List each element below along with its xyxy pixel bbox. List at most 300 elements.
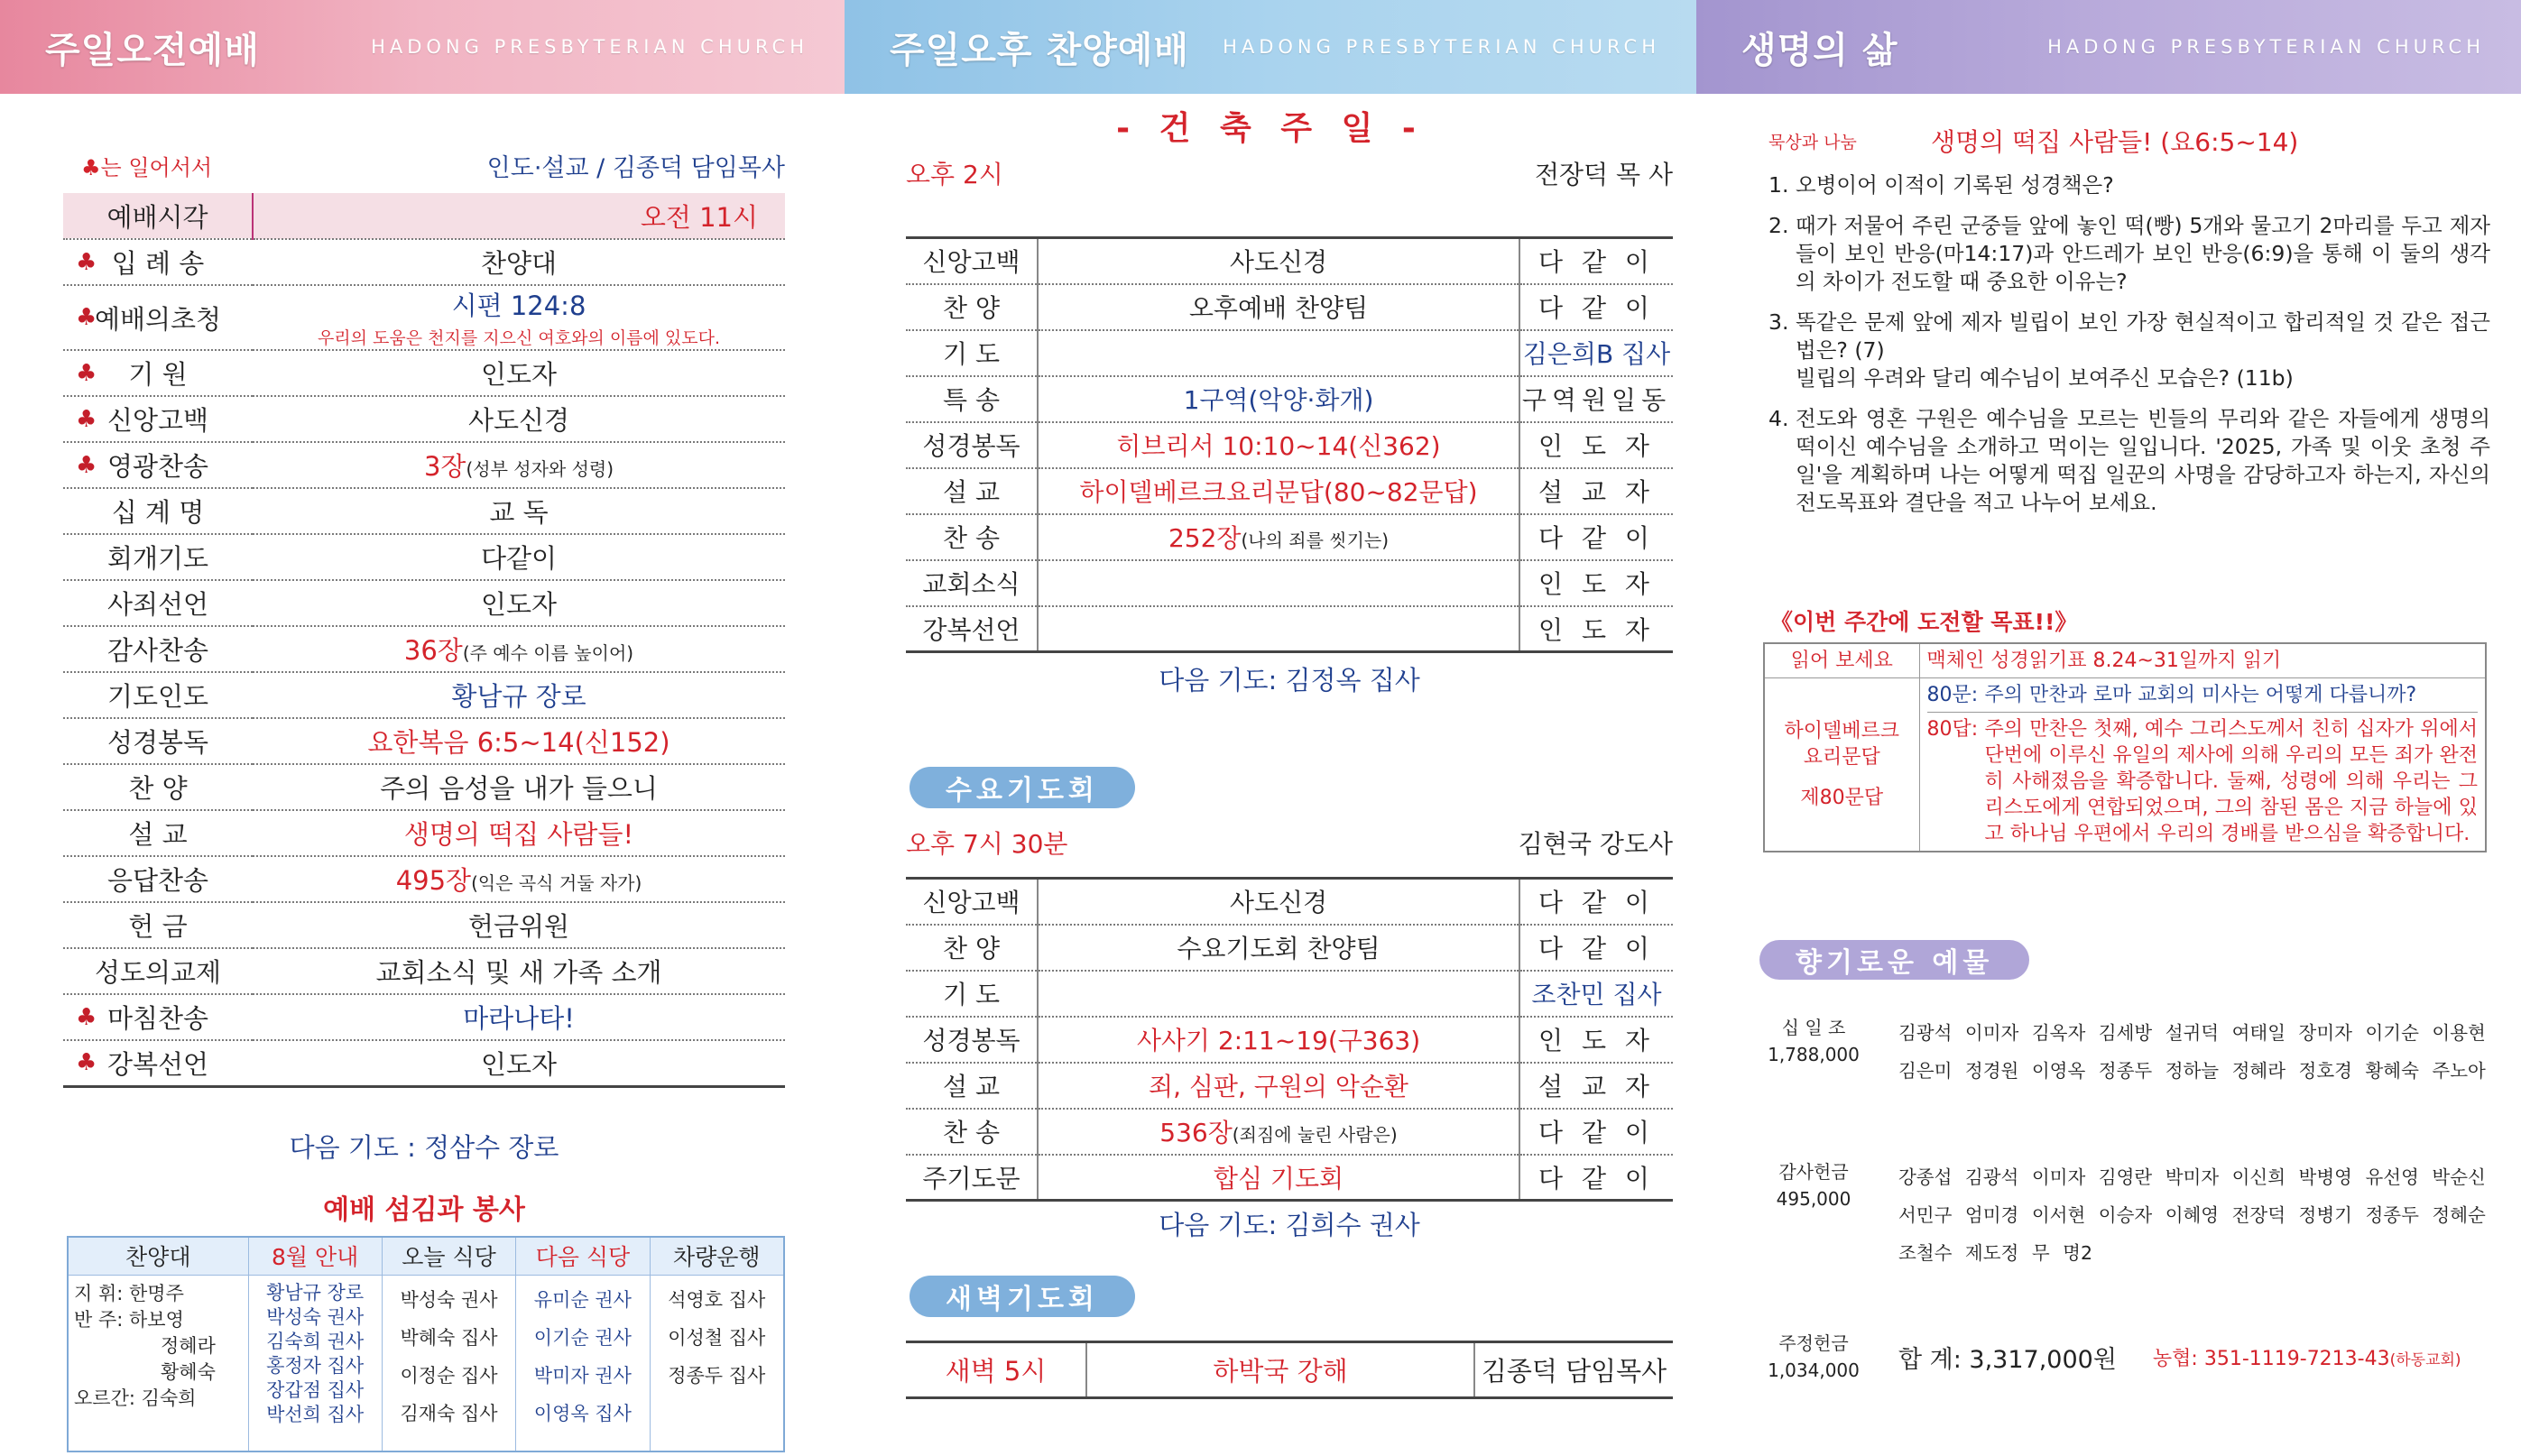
theme-title: - 건 축 주 일 - — [1116, 110, 1425, 147]
today-kitchen-cell — [382, 1275, 515, 1451]
thanks-names — [1868, 1158, 2499, 1272]
order-value-sub: (익은 곡식 거둘 자가) — [471, 872, 642, 894]
order-row — [63, 902, 785, 948]
order-value — [1038, 1109, 1519, 1155]
order-value-sub: (성부 성자와 성령) — [466, 458, 614, 480]
question-number: 2. — [1768, 213, 1789, 238]
next-prayer: 다음 기도 : 정삼수 장로 — [289, 1132, 559, 1163]
driver-item: 정종두 집사 — [668, 1364, 766, 1387]
order-value-text: 생명의 떡집 사람들! — [403, 819, 634, 850]
driving-cell — [650, 1275, 784, 1451]
order-value-text: 252장 — [1168, 523, 1242, 553]
guide-cell — [248, 1275, 382, 1451]
order-name — [63, 856, 253, 902]
order-value-sub: (나의 죄를 씻기는) — [1241, 530, 1390, 551]
order-value-text: 교회소식 및 새 가족 소개 — [375, 957, 662, 988]
order-value-text: 3장 — [423, 451, 466, 482]
dawn-time: 새벽 5시 — [906, 1342, 1086, 1398]
order-row — [906, 284, 1673, 330]
order-value — [253, 193, 785, 239]
order-value-text: 495장 — [395, 865, 472, 896]
next-kitchen-cell — [516, 1275, 650, 1451]
order-value — [1038, 879, 1519, 925]
morning-service-panel — [0, 0, 845, 1456]
order-name: 찬 송 — [906, 514, 1038, 560]
order-row — [63, 534, 785, 580]
order-row — [906, 971, 1673, 1017]
order-row — [63, 856, 785, 902]
order-row — [63, 672, 785, 718]
order-value — [1038, 560, 1519, 606]
thanks-label: 감사헌금 — [1778, 1161, 1849, 1183]
order-name — [63, 580, 253, 626]
a-text: 주의 만찬은 첫째, 예수 그리스도께서 친히 십자가 위에서 단번에 이루신 유일의 제사에 의해 우리의 모든 죄가 완전히 사해졌음을 확증합니다. 둘째, 성령에 의해 우리는 그리스도에게 연합되었으며, 그의 참된 몸은 지금 하늘에 있고 하나님 우편에서 우리의 경배를 받으심을 확증합니다. — [1984, 718, 2478, 845]
order-row — [906, 376, 1673, 422]
order-name — [63, 718, 253, 764]
guide-item: 황남규 장로 — [266, 1281, 365, 1304]
life-title: 생명의 삶 — [1741, 29, 1898, 71]
morning-title: 주일오전예배 — [45, 29, 260, 71]
order-value-text: 교 독 — [489, 497, 549, 528]
heidelberg-text — [1919, 678, 2486, 852]
order-value — [253, 672, 785, 718]
stand-club-icon: ♣ — [76, 248, 97, 276]
order-value — [253, 994, 785, 1040]
afternoon-title: 주일오후 찬양예배 — [890, 29, 1190, 71]
kitchen-item: 이정순 집사 — [400, 1364, 498, 1387]
col-next-kitchen: 다음 식당 — [516, 1237, 650, 1275]
order-of-worship — [63, 193, 785, 1088]
order-name — [63, 193, 253, 239]
order-name-text: 회개기도 — [106, 543, 209, 574]
weekly-label: 주정헌금 — [1778, 1332, 1849, 1354]
order-name-text: 마침찬송 — [106, 1003, 209, 1034]
heidelberg-no: 제80문답 — [1800, 787, 1884, 809]
order-name-text: 강복선언 — [106, 1048, 209, 1080]
order-value — [1038, 238, 1519, 284]
order-value-text: 황남규 장로 — [451, 681, 586, 712]
kitchen-item: 박혜숙 집사 — [400, 1326, 498, 1349]
goal-title: 《이번 주간에 도전할 목표!!》 — [1770, 609, 2078, 635]
order-row — [63, 810, 785, 856]
order-value-text: 요한복음 6:5~14(신152) — [367, 727, 670, 758]
order-lead: 설 교 자 — [1519, 468, 1673, 514]
intro-line — [81, 143, 785, 188]
guide-item: 장갑점 집사 — [266, 1378, 365, 1401]
afternoon-order — [906, 236, 1673, 653]
order-row — [906, 1109, 1673, 1155]
order-row — [63, 626, 785, 672]
order-value-text: 수요기도회 찬양팀 — [1177, 934, 1381, 963]
dawn-pill: 새벽기도회 — [910, 1276, 1135, 1317]
answer-80 — [1927, 716, 2479, 847]
order-value-text: 마라나타! — [463, 1003, 575, 1034]
order-row — [906, 330, 1673, 376]
order-value — [253, 580, 785, 626]
order-value-text: 다같이 — [480, 543, 558, 574]
order-row — [63, 239, 785, 285]
order-value-text: 오후예배 찬양팀 — [1188, 293, 1369, 323]
order-name-text: 입 례 송 — [111, 248, 205, 279]
order-name — [63, 442, 253, 488]
order-name — [63, 350, 253, 396]
total-sum: 합 계: 3,317,000원 — [1898, 1345, 2117, 1374]
order-lead: 다 같 이 — [1519, 284, 1673, 330]
order-name — [63, 239, 253, 285]
question-item — [1768, 212, 2490, 296]
order-name — [63, 764, 253, 810]
service-table — [67, 1236, 785, 1452]
order-name-text: 응답찬송 — [106, 865, 209, 896]
question-text: 똑같은 문제 앞에 제자 빌립이 보인 가장 현실적이고 합리적일 것 같은 접근법은? (7) — [1796, 309, 2490, 363]
wednesday-order — [906, 877, 1673, 1202]
order-value — [1038, 971, 1519, 1017]
order-lead: 인 도 자 — [1519, 422, 1673, 468]
order-value-sub: (죄짐에 눌린 사람은) — [1232, 1124, 1398, 1146]
order-name-text: 예배시각 — [106, 201, 208, 233]
order-value-text: 주의 음성을 내가 들으니 — [380, 773, 658, 804]
order-row — [906, 879, 1673, 925]
choir-item: 황혜숙 — [161, 1360, 216, 1383]
order-value-text: 합심 기도회 — [1213, 1163, 1344, 1193]
order-value-text: 536장 — [1159, 1118, 1233, 1147]
names-line: 김광석 이미자 김옥자 김세방 설귀덕 여태일 장미자 이기순 이용현 — [1898, 1022, 2486, 1044]
order-name-text: 감사찬송 — [106, 635, 209, 666]
order-name: 찬 양 — [906, 925, 1038, 971]
question-number — [1768, 364, 1796, 392]
question-number: 1. — [1768, 172, 1789, 198]
wednesday-time: 오후 7시 30분 — [906, 829, 1068, 859]
order-value-text: 사도신경 — [1229, 247, 1328, 278]
order-value-text: 오전 11시 — [640, 201, 758, 233]
order-lead: 다 같 이 — [1519, 238, 1673, 284]
order-name: 성경봉독 — [906, 422, 1038, 468]
meditation-label: 묵상과 나눔 — [1768, 132, 1857, 152]
order-row — [906, 925, 1673, 971]
col-choir: 찬양대 — [68, 1237, 248, 1275]
choir-item: 지 휘: 한명주 — [74, 1282, 184, 1304]
order-value — [1038, 422, 1519, 468]
order-name-text: 사죄선언 — [106, 589, 209, 620]
tithe-row — [1759, 1014, 2499, 1090]
order-value — [1038, 1063, 1519, 1109]
question-text: 때가 저물어 주린 군중들 앞에 놓인 떡(빵) 5개와 물고기 2마리를 두고 제자들이 보인 반응(마14:17)과 안드레가 보인 반응(6:9)을 통해 이 둘의 생각의 차이가 전도할 때 중요한 이유는? — [1796, 213, 2490, 294]
order-value — [1038, 1155, 1519, 1201]
meditation-title: 생명의 떡집 사람들! (요6:5~14) — [1931, 127, 2299, 157]
order-row — [906, 468, 1673, 514]
order-name — [63, 902, 253, 948]
order-value-text: 찬양대 — [480, 248, 558, 279]
q-text: 주의 만찬과 로마 교회의 미사는 어떻게 다릅니까? — [1984, 684, 2417, 706]
order-lead: 다 같 이 — [1519, 1109, 1673, 1155]
driver-item: 석영호 집사 — [668, 1288, 766, 1311]
order-name: 기 도 — [906, 330, 1038, 376]
order-lead: 인 도 자 — [1519, 1017, 1673, 1063]
order-row — [63, 488, 785, 534]
order-name: 주기도문 — [906, 1155, 1038, 1201]
order-name-text: 찬 양 — [128, 773, 188, 804]
order-lead: 다 같 이 — [1519, 1155, 1673, 1201]
weekly-amount: 1,034,000 — [1768, 1359, 1860, 1381]
stand-club-icon: ♣ — [76, 1003, 97, 1031]
order-row — [63, 994, 785, 1040]
order-name — [63, 994, 253, 1040]
choir-cell — [68, 1275, 248, 1451]
order-name — [63, 672, 253, 718]
choir-item: 반 주: 하보영 — [74, 1308, 184, 1331]
order-value-text: 시편 124:8 — [451, 290, 586, 321]
order-lead: 인 도 자 — [1519, 560, 1673, 606]
order-row — [906, 1063, 1673, 1109]
question-item — [1768, 364, 2490, 392]
weekly-label-cell — [1759, 1330, 1868, 1384]
order-value-text: 인도자 — [480, 589, 558, 620]
order-name: 신앙고백 — [906, 238, 1038, 284]
morning-header — [0, 0, 845, 94]
order-name — [63, 810, 253, 856]
order-name: 강복선언 — [906, 606, 1038, 652]
kitchen-item: 박성숙 권사 — [400, 1288, 498, 1311]
stand-club-icon: ♣ — [76, 451, 97, 479]
order-value-text: 헌금위원 — [467, 911, 570, 942]
order-name-text: 성경봉독 — [106, 727, 209, 758]
order-name-text: 신앙고백 — [106, 405, 209, 436]
order-value — [253, 1040, 785, 1086]
order-row — [906, 1155, 1673, 1201]
order-value — [253, 718, 785, 764]
order-row — [906, 560, 1673, 606]
order-value — [253, 948, 785, 994]
order-name-text: 기도인도 — [106, 681, 209, 712]
stand-club-icon: ♣ — [76, 405, 97, 433]
stand-club-icon: ♣ — [76, 1049, 97, 1077]
order-name-text: 헌 금 — [128, 911, 188, 942]
afternoon-next-prayer: 다음 기도: 김정옥 집사 — [1159, 665, 1420, 696]
order-name — [63, 396, 253, 442]
order-row — [63, 396, 785, 442]
church-name: HADONG PRESBYTERIAN CHURCH — [1223, 36, 1660, 58]
kitchen-item: 박미자 권사 — [533, 1364, 632, 1387]
order-value — [253, 534, 785, 580]
bank-account — [2153, 1343, 2461, 1371]
kitchen-item: 김재숙 집사 — [400, 1402, 498, 1424]
order-value — [1038, 468, 1519, 514]
order-row — [63, 580, 785, 626]
tithe-names — [1868, 1014, 2499, 1090]
order-row — [906, 238, 1673, 284]
question-text: 오병이어 이적이 기록된 성경책은? — [1796, 172, 2114, 198]
order-name — [63, 285, 253, 350]
dawn-leader: 김종덕 담임목사 — [1474, 1342, 1673, 1398]
goal-table — [1763, 642, 2487, 852]
question-80 — [1927, 682, 2479, 713]
order-row — [906, 422, 1673, 468]
order-lead: 다 같 이 — [1519, 879, 1673, 925]
guide-item: 홍정자 집사 — [266, 1354, 365, 1377]
afternoon-leader: 전장덕 목 사 — [1534, 160, 1673, 189]
order-value-text: 인도자 — [480, 1048, 558, 1080]
order-name — [63, 1040, 253, 1086]
order-value — [253, 442, 785, 488]
order-lead: 설 교 자 — [1519, 1063, 1673, 1109]
order-lead: 구역원일동 — [1519, 376, 1673, 422]
afternoon-service-panel — [845, 0, 1696, 1456]
col-today-kitchen: 오늘 식당 — [382, 1237, 515, 1275]
order-name — [63, 626, 253, 672]
order-row — [63, 1040, 785, 1086]
wednesday-leader: 김현국 강도사 — [1518, 829, 1673, 859]
leader-line: 인도·설교 / 김종덕 담임목사 — [486, 153, 785, 182]
names-line: 강종섭 김광석 이미자 김영란 박미자 이신희 박병영 유선영 박순신 — [1898, 1166, 2486, 1188]
order-value — [253, 764, 785, 810]
order-name: 설 교 — [906, 468, 1038, 514]
wednesday-pill: 수요기도회 — [910, 767, 1135, 808]
order-value-text: 1구역(악양·화개) — [1183, 385, 1374, 415]
life-header — [1696, 0, 2521, 94]
tithe-label-cell — [1759, 1014, 1868, 1090]
order-value-text: 하이델베르크요리문답(80~82문답) — [1079, 477, 1478, 507]
order-name: 특 송 — [906, 376, 1038, 422]
order-row — [63, 193, 785, 239]
heidelberg-label — [1764, 678, 1919, 852]
q-key: 80문: — [1926, 684, 1979, 706]
order-lead: 김은희B 집사 — [1519, 330, 1673, 376]
order-name-text: 성도의교제 — [94, 957, 222, 988]
guide-item: 김숙희 권사 — [266, 1330, 365, 1352]
order-value — [1038, 1017, 1519, 1063]
question-number: 4. — [1768, 406, 1789, 431]
guide-item: 박선희 집사 — [266, 1403, 365, 1425]
order-name: 설 교 — [906, 1063, 1038, 1109]
order-name: 신앙고백 — [906, 879, 1038, 925]
order-value-text: 사도신경 — [1229, 888, 1328, 918]
stand-note: ♣는 일어서서 — [81, 154, 213, 180]
question-text: 빌립의 우려와 달리 예수님이 보여주신 모습은? (11b) — [1796, 365, 2294, 391]
choir-item: 오르간: 김숙희 — [74, 1387, 197, 1409]
order-name-text: 기 원 — [128, 359, 188, 390]
stand-club-icon: ♣ — [76, 359, 97, 387]
thanks-amount: 495,000 — [1776, 1188, 1852, 1210]
order-row — [63, 350, 785, 396]
order-name: 기 도 — [906, 971, 1038, 1017]
order-row — [906, 514, 1673, 560]
order-value — [1038, 606, 1519, 652]
order-name-text: 설 교 — [128, 819, 188, 850]
order-name: 찬 양 — [906, 284, 1038, 330]
heidelberg-title: 하이델베르크 요리문답 — [1784, 720, 1899, 769]
order-value-sub: (주 예수 이름 높이어) — [462, 642, 634, 664]
order-value — [1038, 330, 1519, 376]
order-name-text: 예배의초청 — [94, 303, 222, 335]
col-guide: 8월 안내 — [248, 1237, 382, 1275]
order-row — [63, 718, 785, 764]
service-title: 예배 섬김과 봉사 — [323, 1194, 525, 1226]
wednesday-time-line — [906, 825, 1673, 861]
church-name: HADONG PRESBYTERIAN CHURCH — [371, 36, 808, 58]
order-value — [253, 239, 785, 285]
question-item — [1768, 309, 2490, 364]
dawn-value: 하박국 강해 — [1086, 1342, 1474, 1398]
question-item — [1768, 405, 2490, 517]
order-value-text: 인도자 — [480, 359, 558, 390]
kitchen-item: 유미순 권사 — [533, 1288, 632, 1311]
afternoon-time-line — [906, 155, 1673, 191]
afternoon-time: 오후 2시 — [906, 160, 1003, 189]
order-name: 교회소식 — [906, 560, 1038, 606]
thanks-row — [1759, 1158, 2499, 1272]
order-value — [253, 810, 785, 856]
meditation-head — [1768, 123, 2485, 159]
order-value — [253, 488, 785, 534]
order-name-text: 십 계 명 — [111, 497, 205, 528]
church-name: HADONG PRESBYTERIAN CHURCH — [2047, 36, 2485, 58]
order-lead: 인 도 자 — [1519, 606, 1673, 652]
order-value-text: 히브리서 10:10~14(신362) — [1116, 431, 1441, 461]
question-list — [1768, 171, 2490, 530]
order-value — [253, 285, 785, 350]
afternoon-header — [845, 0, 1696, 94]
choir-item: 정혜라 — [161, 1334, 216, 1357]
bank-number: 농협: 351-1119-7213-43 — [2152, 1347, 2390, 1370]
order-name: 찬 송 — [906, 1109, 1038, 1155]
order-row — [63, 442, 785, 488]
names-line: 서민구 엄미경 이서현 이승자 이혜영 전장덕 정병기 정종두 정혜순 — [1898, 1204, 2486, 1226]
kitchen-item: 이영옥 집사 — [533, 1402, 632, 1424]
order-value-text: 죄, 심판, 구원의 악순환 — [1149, 1072, 1408, 1101]
order-value — [253, 350, 785, 396]
wednesday-next-prayer: 다음 기도: 김희수 권사 — [1159, 1210, 1420, 1240]
order-lead: 다 같 이 — [1519, 514, 1673, 560]
tithe-label: 십 일 조 — [1781, 1017, 1846, 1038]
a-key: 80답: — [1926, 718, 1979, 741]
order-row — [906, 1017, 1673, 1063]
col-driving: 차량운행 — [650, 1237, 784, 1275]
order-name — [63, 948, 253, 994]
thanks-label-cell — [1759, 1158, 1868, 1272]
question-text: 전도와 영혼 구원은 예수님을 모르는 빈들의 무리와 같은 자들에게 생명의 떡이신 예수님을 소개하고 먹이는 일입니다. '2025, 가족 및 이웃 초청 주일'을 계획하며 나는 어떻게 떡집 일꾼의 사명을 감당하고자 하는지, 자신의 전도목표와 결단을 적고 나누어 보세요. — [1796, 406, 2490, 515]
question-item — [1768, 171, 2490, 199]
order-verse: 우리의 도움은 천지를 지으신 여호와의 이름에 있도다. — [317, 328, 721, 348]
order-value — [1038, 284, 1519, 330]
order-value — [1038, 514, 1519, 560]
order-value — [253, 626, 785, 672]
offering-pill: 향기로운 예물 — [1759, 940, 2029, 980]
life-panel — [1696, 0, 2521, 1456]
dawn-table — [906, 1341, 1673, 1399]
order-value — [253, 902, 785, 948]
tithe-amount: 1,788,000 — [1768, 1044, 1860, 1065]
guide-item: 박성숙 권사 — [266, 1305, 365, 1328]
order-row — [63, 948, 785, 994]
order-row — [63, 764, 785, 810]
order-row — [906, 606, 1673, 652]
order-value-text: 사도신경 — [467, 405, 570, 436]
names-line: 김은미 정경원 이영옥 정종두 정하늘 정혜라 정호경 황혜숙 주노아 — [1898, 1060, 2486, 1082]
order-value — [1038, 925, 1519, 971]
order-value-text: 36장 — [403, 635, 463, 666]
kitchen-item: 이기순 권사 — [533, 1326, 632, 1349]
order-row — [63, 285, 785, 350]
total-row — [1759, 1330, 2499, 1384]
order-name — [63, 534, 253, 580]
order-value — [253, 856, 785, 902]
question-number: 3. — [1768, 309, 1789, 335]
order-lead: 다 같 이 — [1519, 925, 1673, 971]
order-name: 성경봉독 — [906, 1017, 1038, 1063]
order-name-text: 영광찬송 — [106, 451, 209, 482]
driver-item: 이성철 집사 — [668, 1326, 766, 1349]
order-value — [253, 396, 785, 442]
